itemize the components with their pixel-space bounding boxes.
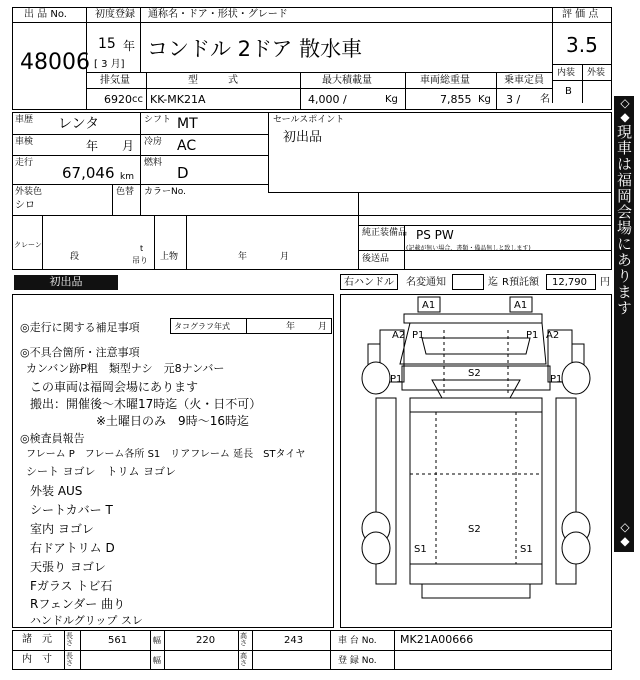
lot-label: 出 品 No. [24,9,67,20]
crane-hoist: 吊り [132,256,148,265]
color-code-label: カラーNo. [144,187,186,197]
fuel-label: 燃料 [144,158,163,168]
interior-grade: B [565,86,572,97]
recycle-amount: 12,790 [552,277,587,288]
first-reg-year-unit: 年 [123,39,136,53]
side-banner-bottom: ◇◆ [618,520,632,548]
reg-label: 登 録 No. [338,656,377,666]
interior-label: 内装 [557,68,576,78]
inspector-line: 室内 ヨゴレ [30,522,94,536]
diagram-mark: P1 [550,374,563,385]
tacho-month-unit: 月 [318,322,328,332]
inspector-line: 天張り ヨゴレ [30,560,106,574]
mileage-unit: km [120,172,134,182]
inner-height-label: 高さ [240,652,247,667]
capacity-value: 4,000 / [308,93,347,106]
color-change-label: 色替 [116,187,135,197]
inspector-line: フレーム P フレーム各所 S1 リアフレーム 延長 STタイヤ [26,449,306,460]
equipment-label: 純正装備品 [362,228,408,238]
body-year-unit: 年 [238,252,248,262]
chassis-value: MK21A00666 [400,633,474,646]
defect-line: ※土曜日のみ 9時〜16時迄 [96,414,249,428]
deadline-suffix: 迄 [488,277,498,288]
displacement-label: 排気量 [100,75,130,86]
inspector-line: 外装 AUS [30,484,83,498]
displacement-unit: cc [132,94,143,105]
capacity-label: 最大積載量 [322,75,372,86]
inspection-label: 車検 [15,137,34,147]
recycle-label: R預託額 [502,277,539,288]
passengers-label: 乗車定員 [504,75,544,86]
score-value: 3.5 [566,33,598,57]
width-value: 220 [196,635,216,646]
accessories-note: (記載が無い場合、書類・備品無しと致します) [406,245,531,252]
gross-weight-unit: Kg [478,94,491,105]
truck-diagram [340,294,612,628]
history-value: レンタ [58,116,100,132]
dims-label: 諸 元 [22,634,52,645]
chassis-label: 車 台 No. [338,636,377,646]
shift-value: MT [177,116,198,132]
inspector-line: シートカバー T [30,503,113,517]
diagram-mark: S2 [468,524,481,535]
diagram-mark: P1 [390,374,403,385]
ext-color-value: シロ [15,200,35,211]
gross-weight-label: 車両総重量 [420,75,470,86]
type-label: 型 式 [188,75,238,86]
inspector-heading: ◎検査員報告 [20,432,85,445]
gross-weight-value: 7,855 [440,93,472,106]
inner-width-label: 幅 [153,656,161,665]
ac-value: AC [177,138,197,154]
accessories-label: 後送品 [362,254,390,264]
inspection-month-unit: 月 [122,139,135,153]
exterior-label: 外装 [587,68,606,78]
defect-line: カンバン跡P粗 類型ナシ 元8ナンバー [26,362,225,375]
mileage-label: 走行 [15,158,34,168]
diagram-mark: A2 [392,330,406,341]
body-label: 上物 [160,252,179,262]
history-label: 車歴 [15,115,34,125]
diagram-mark: P1 [412,330,425,341]
name-change-label: 名変通知 [406,277,446,288]
ac-label: 冷房 [144,137,163,147]
width-label: 幅 [153,636,161,645]
first-listing-band: 初出品 [14,275,118,290]
ext-color-label: 外装色 [15,187,43,197]
inner-label: 内 寸 [22,654,52,665]
inspector-line: Fガラス トビ石 [30,579,113,593]
shift-label: シフト [144,115,172,125]
diagram-mark: S1 [414,544,427,555]
tacho-label: タコグラフ年式 [174,322,230,331]
length-label: 長さ [66,632,73,647]
side-banner-top: ◇◆ [618,96,632,124]
capacity-unit: Kg [385,94,398,105]
inspector-line: Rフェンダー 曲り [30,597,126,611]
fuel-value: D [177,164,189,182]
diagram-mark: S1 [520,544,533,555]
inspector-line: シート ヨゴレ トリム ヨゴレ [26,465,176,478]
inspector-line: ハンドルグリップ スレ [30,614,143,627]
defect-line: この車両は福岡会場にあります [30,380,199,394]
inner-length-label: 長さ [66,652,73,667]
height-label: 高さ [240,632,247,647]
rhd-label: 右ハンドル [344,277,394,288]
diagram-mark: A1 [514,300,528,311]
tacho-year-unit: 年 [286,322,296,332]
diagram-mark: P1 [526,330,539,341]
defects-heading: ◎不具合箇所・注意事項 [20,346,140,359]
passengers-value: 3 / [506,93,521,106]
inspector-line: 右ドアトリム D [30,541,115,555]
first-reg-month: [ 3 月] [94,59,125,70]
lot-number: 48006 [20,50,90,75]
recycle-unit: 円 [600,277,610,288]
defect-line: 搬出：開催後〜木曜17時迄（火・日不可） [30,397,262,411]
crane-ton: t [140,244,144,253]
crane-label: クレーン [14,241,42,249]
inspection-year-unit: 年 [86,139,99,153]
sales-point-label: セールスポイント [273,115,345,125]
crane-stage: 段 [70,252,80,262]
passengers-unit: 名 [540,94,550,105]
diagram-mark: A2 [546,330,560,341]
height-value: 243 [284,635,304,646]
name-change-box [452,274,484,290]
sales-point-value: 初出品 [283,130,323,145]
length-value: 561 [108,635,128,646]
diagram-mark: A1 [422,300,436,311]
first-reg-label: 初度登録 [95,9,135,20]
displacement-value: 6920 [104,93,132,106]
side-banner-message: 現車は福岡会場にあります [615,124,633,316]
diagram-mark: S2 [468,368,481,379]
driving-heading: ◎走行に関する補足事項 [20,321,140,334]
equipment-value: PS PW [416,228,454,242]
first-reg-year: 15 [98,36,116,52]
body-month-unit: 月 [280,252,290,262]
model-code: KK-MK21A [150,93,206,106]
model-label: 通称名・ドア・形状・グレード [148,9,288,20]
score-label: 評 価 点 [562,9,599,20]
mileage-value: 67,046 [62,164,115,182]
car-name: コンドル 2ドア 散水車 [147,37,363,61]
